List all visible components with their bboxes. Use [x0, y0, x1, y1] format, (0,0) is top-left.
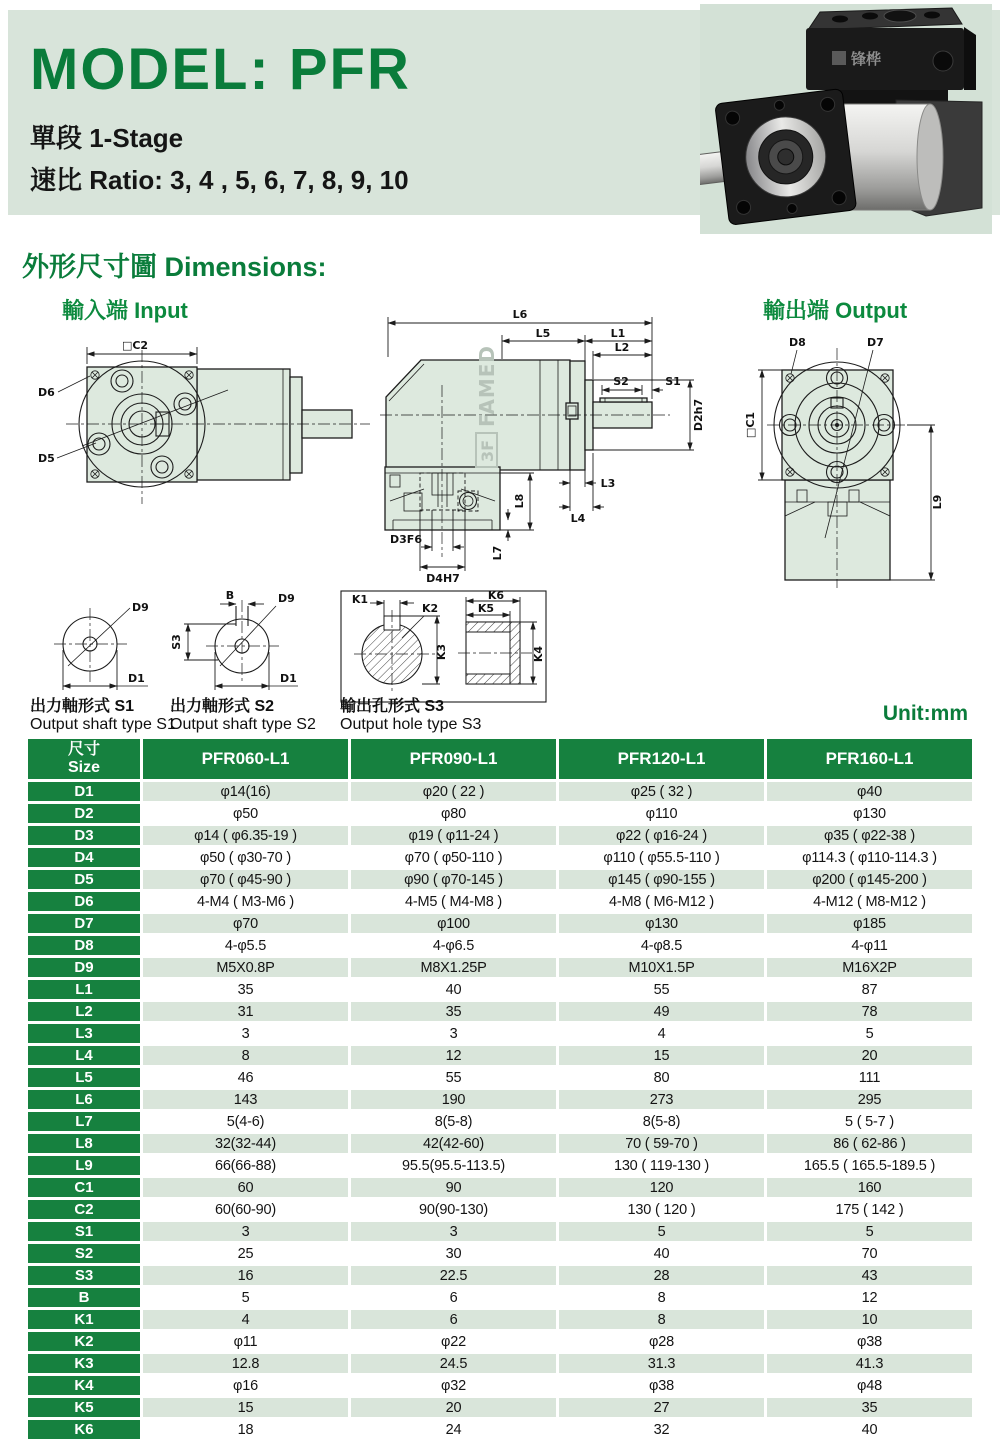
dimension-cell: 4-φ11	[767, 936, 972, 955]
dimension-cell: φ35 ( φ22-38 )	[767, 826, 972, 845]
table-row	[28, 1266, 972, 1285]
shaft-type-s1-drawing	[30, 598, 170, 706]
dimension-cell: φ38	[559, 1376, 764, 1395]
dimension-cell: 8	[143, 1046, 348, 1065]
table-row	[28, 1046, 972, 1065]
dimension-cell: 4	[143, 1310, 348, 1329]
dim-label-d3f6: D3F6	[390, 533, 422, 546]
dimension-cell: 15	[559, 1046, 764, 1065]
dimension-cell: 35	[143, 980, 348, 999]
dimension-cell: 273	[559, 1090, 764, 1109]
dimension-cell: 27	[559, 1398, 764, 1417]
dimension-cell: φ80	[351, 804, 556, 823]
table-row	[28, 1068, 972, 1087]
dimension-cell: 3	[143, 1222, 348, 1241]
dimensions-table-body	[28, 782, 972, 1439]
row-label-L9: L9	[28, 1156, 140, 1175]
row-label-D9: D9	[28, 958, 140, 977]
table-row	[28, 1310, 972, 1329]
dimension-cell: 24.5	[351, 1354, 556, 1373]
table-row	[28, 1134, 972, 1153]
row-label-S1: S1	[28, 1222, 140, 1241]
dimension-cell: φ130	[559, 914, 764, 933]
table-row	[28, 1200, 972, 1219]
table-row	[28, 1002, 972, 1021]
row-label-D6: D6	[28, 892, 140, 911]
input-view-title: 輸入端 Input	[62, 298, 188, 323]
table-row	[28, 1332, 972, 1351]
dimension-cell: 15	[143, 1398, 348, 1417]
table-row	[28, 1178, 972, 1197]
row-label-K5: K5	[28, 1398, 140, 1417]
table-row	[28, 826, 972, 845]
dimension-cell: φ70	[143, 914, 348, 933]
dimension-cell: 10	[767, 1310, 972, 1329]
dimension-cell: φ50	[143, 804, 348, 823]
input-view-drawing	[30, 330, 382, 592]
table-row	[28, 980, 972, 999]
dim-label-k4: K4	[532, 645, 545, 663]
row-label-K3: K3	[28, 1354, 140, 1373]
dimension-cell: M16X2P	[767, 958, 972, 977]
dim-label-d5: D5	[38, 452, 55, 465]
dim-label-s3: S3	[170, 634, 183, 650]
dimension-cell: φ28	[559, 1332, 764, 1351]
dimension-cell: 111	[767, 1068, 972, 1087]
dim-label-l4: L4	[570, 512, 586, 525]
dimension-cell: 6	[351, 1288, 556, 1307]
output-view-drawing	[745, 330, 957, 595]
dim-label-d1: D1	[128, 672, 145, 685]
row-label-B: B	[28, 1288, 140, 1307]
table-row	[28, 1376, 972, 1395]
dimension-cell: φ48	[767, 1376, 972, 1395]
dimension-cell: 80	[559, 1068, 764, 1087]
dimension-cell: φ70 ( φ45-90 )	[143, 870, 348, 889]
dimension-cell: 90	[351, 1178, 556, 1197]
row-label-D3: D3	[28, 826, 140, 845]
dimension-cell: 35	[351, 1002, 556, 1021]
table-row	[28, 848, 972, 867]
dim-label-d9: D9	[132, 601, 149, 614]
column-header-pfr090: PFR090-L1	[351, 739, 556, 779]
dim-label-k5: K5	[477, 602, 495, 615]
dimension-cell: 12	[351, 1046, 556, 1065]
dim-label-c2: □C2	[121, 339, 149, 352]
row-label-L8: L8	[28, 1134, 140, 1153]
dimension-cell: 70 ( 59-70 )	[559, 1134, 764, 1153]
dimension-cell: 160	[767, 1178, 972, 1197]
row-label-K6: K6	[28, 1420, 140, 1439]
dimension-cell: 12.8	[143, 1354, 348, 1373]
stage-line: 單段 1-Stage	[30, 123, 184, 153]
dimension-cell: 4-φ5.5	[143, 936, 348, 955]
dimension-cell: φ22	[351, 1332, 556, 1351]
page-title: MODEL: PFR	[30, 37, 411, 102]
dimension-cell: φ22 ( φ16-24 )	[559, 826, 764, 845]
dimension-cell: 60	[143, 1178, 348, 1197]
dimensions-table	[25, 736, 975, 1442]
dim-label-s2: S2	[613, 375, 629, 388]
dim-label-d6: D6	[38, 386, 55, 399]
dimension-cell: φ145 ( φ90-155 )	[559, 870, 764, 889]
table-row	[28, 936, 972, 955]
dim-label-l8: L8	[513, 493, 526, 509]
dimension-cell: 295	[767, 1090, 972, 1109]
dim-label-k6: K6	[487, 589, 505, 602]
dimension-cell: M10X1.5P	[559, 958, 764, 977]
dim-label-l1: L1	[610, 327, 626, 340]
dimension-cell: 6	[351, 1310, 556, 1329]
shaft-type-s2-drawing	[170, 588, 332, 706]
dimension-cell: 16	[143, 1266, 348, 1285]
dim-label-d1-s2: D1	[280, 672, 297, 685]
dimension-cell: φ110 ( φ55.5-110 )	[559, 848, 764, 867]
dimension-cell: 8	[559, 1310, 764, 1329]
dimension-cell: M8X1.25P	[351, 958, 556, 977]
table-row	[28, 892, 972, 911]
dimension-cell: φ38	[767, 1332, 972, 1351]
dimension-cell: 86 ( 62-86 )	[767, 1134, 972, 1153]
dimension-cell: 31.3	[559, 1354, 764, 1373]
dimension-cell: 46	[143, 1068, 348, 1087]
side-view-drawing	[380, 295, 724, 595]
row-label-D8: D8	[28, 936, 140, 955]
dimension-cell: 49	[559, 1002, 764, 1021]
size-column-header: 尺寸 Size	[28, 739, 140, 779]
dimension-cell: M5X0.8P	[143, 958, 348, 977]
dim-label-l9: L9	[931, 494, 944, 510]
row-label-D7: D7	[28, 914, 140, 933]
brand-logo-text: 锋桦	[851, 51, 882, 68]
row-label-C1: C1	[28, 1178, 140, 1197]
dimensions-heading: 外形尺寸圖 Dimensions:	[22, 252, 327, 282]
dim-label-d9-s2: D9	[278, 592, 295, 605]
dimension-cell: 4-M8 ( M6-M12 )	[559, 892, 764, 911]
dimension-cell: 4	[559, 1024, 764, 1043]
dimension-cell: φ20 ( 22 )	[351, 782, 556, 801]
dimension-cell: 175 ( 142 )	[767, 1200, 972, 1219]
dimension-cell: 8(5-8)	[559, 1112, 764, 1131]
dimension-cell: 165.5 ( 165.5-189.5 )	[767, 1156, 972, 1175]
dimension-cell: 5 ( 5-7 )	[767, 1112, 972, 1131]
column-header-pfr160: PFR160-L1	[767, 739, 972, 779]
dimension-cell: φ16	[143, 1376, 348, 1395]
table-row	[28, 782, 972, 801]
dimension-cell: 3	[351, 1222, 556, 1241]
dimension-cell: 130 ( 120 )	[559, 1200, 764, 1219]
dimension-cell: 5(4-6)	[143, 1112, 348, 1131]
dimension-cell: 5	[767, 1024, 972, 1043]
dimension-cell: 55	[559, 980, 764, 999]
row-label-S3: S3	[28, 1266, 140, 1285]
dimension-cell: 40	[767, 1420, 972, 1439]
dim-label-l5: L5	[535, 327, 551, 340]
dim-label-b: B	[225, 589, 235, 602]
ratio-line: 速比 Ratio: 3, 4 , 5, 6, 7, 8, 9, 10	[30, 165, 409, 195]
dimension-cell: 60(60-90)	[143, 1200, 348, 1219]
dimension-cell: 3	[351, 1024, 556, 1043]
table-row	[28, 958, 972, 977]
dimension-cell: 12	[767, 1288, 972, 1307]
dimension-cell: 4-M5 ( M4-M8 )	[351, 892, 556, 911]
dimension-cell: φ14(16)	[143, 782, 348, 801]
product-photo	[700, 4, 992, 234]
table-row	[28, 1354, 972, 1373]
dimension-cell: 87	[767, 980, 972, 999]
dimension-cell: 41.3	[767, 1354, 972, 1373]
dimension-cell: 66(66-88)	[143, 1156, 348, 1175]
table-row	[28, 1112, 972, 1131]
table-row	[28, 1090, 972, 1109]
row-label-L7: L7	[28, 1112, 140, 1131]
row-label-L5: L5	[28, 1068, 140, 1087]
dim-label-d2h7: D2h7	[692, 398, 705, 432]
dimension-cell: 120	[559, 1178, 764, 1197]
dim-label-d7: D7	[867, 336, 884, 349]
dimension-cell: 25	[143, 1244, 348, 1263]
dimension-cell: 95.5(95.5-113.5)	[351, 1156, 556, 1175]
row-label-L2: L2	[28, 1002, 140, 1021]
row-label-L6: L6	[28, 1090, 140, 1109]
dimension-cell: 22.5	[351, 1266, 556, 1285]
dimension-cell: 190	[351, 1090, 556, 1109]
row-label-L4: L4	[28, 1046, 140, 1065]
dim-label-l3: L3	[600, 477, 616, 490]
dimension-cell: 42(42-60)	[351, 1134, 556, 1153]
table-row	[28, 1398, 972, 1417]
dimension-cell: φ100	[351, 914, 556, 933]
dimension-cell: 20	[351, 1398, 556, 1417]
svg-text:FAMED: FAMED	[475, 344, 499, 427]
dimension-cell: φ19 ( φ11-24 )	[351, 826, 556, 845]
dimension-cell: 20	[767, 1046, 972, 1065]
dimension-cell: 8(5-8)	[351, 1112, 556, 1131]
hole-s3-caption: 輸出孔形式 S3 Output hole type S3	[340, 698, 482, 734]
dim-label-c1: □C1	[744, 411, 757, 439]
dimension-cell: 5	[767, 1222, 972, 1241]
dim-label-l7: L7	[491, 545, 504, 561]
dimension-cell: φ110	[559, 804, 764, 823]
dimension-cell: 24	[351, 1420, 556, 1439]
dimension-cell: 31	[143, 1002, 348, 1021]
table-header-row	[28, 739, 972, 779]
dim-label-s1: S1	[665, 375, 681, 388]
table-row	[28, 1420, 972, 1439]
dimension-cell: 4-φ6.5	[351, 936, 556, 955]
dimension-cell: 5	[143, 1288, 348, 1307]
dimension-cell: 3	[143, 1024, 348, 1043]
dimension-cell: 5	[559, 1222, 764, 1241]
dim-label-l6: L6	[512, 308, 528, 321]
unit-label: Unit:mm	[882, 702, 968, 725]
dimension-cell: 40	[559, 1244, 764, 1263]
output-view-title: 輸出端 Output	[763, 298, 908, 323]
table-row	[28, 1244, 972, 1263]
shaft-s1-caption: 出力軸形式 S1 Output shaft type S1	[30, 698, 176, 734]
row-label-D2: D2	[28, 804, 140, 823]
row-label-L1: L1	[28, 980, 140, 999]
column-header-pfr060: PFR060-L1	[143, 739, 348, 779]
row-label-K1: K1	[28, 1310, 140, 1329]
dimension-cell: 130 ( 119-130 )	[559, 1156, 764, 1175]
dimension-cell: 40	[351, 980, 556, 999]
dimension-cell: φ200 ( φ145-200 )	[767, 870, 972, 889]
dimension-cell: 78	[767, 1002, 972, 1021]
row-label-S2: S2	[28, 1244, 140, 1263]
dimension-cell: 32(32-44)	[143, 1134, 348, 1153]
dimension-cell: 8	[559, 1288, 764, 1307]
dimension-cell: 28	[559, 1266, 764, 1285]
table-row	[28, 1222, 972, 1241]
table-row	[28, 1288, 972, 1307]
dimension-cell: φ185	[767, 914, 972, 933]
table-row	[28, 1156, 972, 1175]
dim-label-l2: L2	[614, 341, 630, 354]
dimension-cell: 90(90-130)	[351, 1200, 556, 1219]
famed-watermark	[475, 345, 499, 467]
dim-label-d8: D8	[789, 336, 806, 349]
dimension-cell: 43	[767, 1266, 972, 1285]
table-row	[28, 870, 972, 889]
dimension-cell: 55	[351, 1068, 556, 1087]
row-label-K2: K2	[28, 1332, 140, 1351]
dimension-cell: φ14 ( φ6.35-19 )	[143, 826, 348, 845]
row-label-K4: K4	[28, 1376, 140, 1395]
dim-label-d4h7: D4H7	[426, 572, 460, 585]
dimension-cell: 32	[559, 1420, 764, 1439]
dimension-cell: 70	[767, 1244, 972, 1263]
dimension-cell: φ11	[143, 1332, 348, 1351]
dimension-cell: 4-M4 ( M3-M6 )	[143, 892, 348, 911]
table-row	[28, 804, 972, 823]
hole-type-s3-drawing	[340, 590, 548, 704]
dim-label-k2: K2	[422, 602, 439, 615]
dimension-cell: φ90 ( φ70-145 )	[351, 870, 556, 889]
dimension-cell: φ25 ( 32 )	[559, 782, 764, 801]
row-label-C2: C2	[28, 1200, 140, 1219]
dim-label-k1: K1	[351, 593, 369, 606]
dim-label-k3: K3	[435, 643, 448, 661]
dimension-cell: 18	[143, 1420, 348, 1439]
dimension-cell: 143	[143, 1090, 348, 1109]
dimension-cell: φ130	[767, 804, 972, 823]
dimension-cell: 4-φ8.5	[559, 936, 764, 955]
column-header-pfr120: PFR120-L1	[559, 739, 764, 779]
row-label-L3: L3	[28, 1024, 140, 1043]
dimension-cell: 4-M12 ( M8-M12 )	[767, 892, 972, 911]
dimension-cell: φ40	[767, 782, 972, 801]
row-label-D1: D1	[28, 782, 140, 801]
dimension-cell: 35	[767, 1398, 972, 1417]
dimension-cell: φ70 ( φ50-110 )	[351, 848, 556, 867]
shaft-s2-caption: 出力軸形式 S2 Output shaft type S2	[170, 698, 316, 734]
row-label-D5: D5	[28, 870, 140, 889]
dimension-cell: 30	[351, 1244, 556, 1263]
dimension-cell: φ32	[351, 1376, 556, 1395]
svg-text:3F: 3F	[478, 439, 497, 462]
table-row	[28, 1024, 972, 1043]
row-label-D4: D4	[28, 848, 140, 867]
table-row	[28, 914, 972, 933]
dimension-cell: φ50 ( φ30-70 )	[143, 848, 348, 867]
dimension-cell: φ114.3 ( φ110-114.3 )	[767, 848, 972, 867]
